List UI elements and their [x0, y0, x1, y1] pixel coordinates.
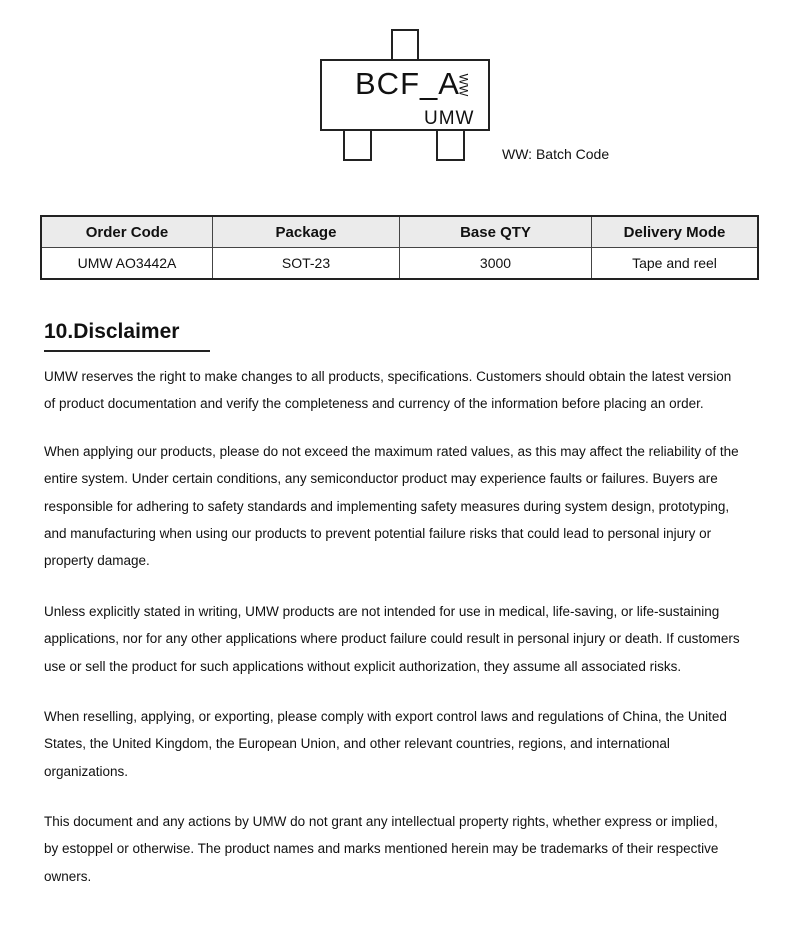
text-line: and manufacturing when using our products to prevent potential failure risks that could lead to personal injury or — [44, 525, 712, 541]
text-line: organizations. — [44, 763, 129, 779]
text-line: Unless explicitly stated in writing, UMW products are not intended for use in medical, life-saving, or life-sustaining — [44, 604, 720, 619]
text-line: When applying our products, please do not exceed the maximum rated values, as this may affect the reliability of the — [44, 444, 739, 459]
title-underline — [44, 350, 210, 352]
paragraph-1 — [44, 363, 731, 418]
paragraph-5 — [44, 808, 718, 890]
table-row — [41, 248, 758, 280]
marking-text: BCF_A — [355, 66, 460, 101]
text-line: owners. — [44, 868, 92, 884]
text-line: use or sell the product for such applications without explicit authorization, they assume all associated risks. — [44, 658, 682, 674]
paragraph-4 — [44, 703, 727, 785]
text-line: This document and any actions by UMW do not grant any intellectual property rights, whether express or implied, — [44, 814, 718, 829]
top-lead — [391, 29, 419, 62]
cell-order-code: UMW AO3442A — [41, 248, 213, 280]
cell-delivery-mode: Tape and reel — [592, 248, 759, 280]
right-lead — [436, 128, 465, 161]
cell-base-qty: 3000 — [400, 248, 592, 280]
text-line: When reselling, applying, or exporting, please comply with export control laws and regulations of China, the United — [44, 709, 727, 724]
table-header-row — [41, 216, 758, 248]
header-package: Package — [213, 216, 400, 248]
text-line: of product documentation and verify the completeness and currency of the information before placing an order. — [44, 396, 704, 412]
text-line: UMW reserves the right to make changes to all products, specifications. Customers should obtain the latest version — [44, 369, 732, 384]
marking-brand: UMW — [424, 108, 475, 129]
text-line: States, the United Kingdom, the European Union, and other relevant countries, regions, and international — [44, 736, 670, 752]
section-title: 10.Disclaimer — [44, 320, 180, 343]
text-line: property damage. — [44, 553, 150, 569]
text-line: by estoppel or otherwise. The product names and marks mentioned herein may be trademarks of their respective — [44, 841, 719, 857]
header-delivery-mode: Delivery Mode — [592, 216, 759, 248]
order-table — [40, 215, 759, 280]
marking-batch-code: WW — [456, 73, 471, 97]
text-line: entire system. Under certain conditions, any semiconductor product may experience faults or failures. Buyers are — [44, 471, 718, 487]
text-line: responsible for adhering to safety standards and implementing safety measures during system design, prototyping, — [44, 498, 730, 514]
header-base-qty: Base QTY — [400, 216, 592, 248]
marking-legend: WW: Batch Code — [502, 146, 610, 162]
header-order-code: Order Code — [41, 216, 213, 248]
text-line: applications, nor for any other applications where product failure could result in personal injury or death. If customers — [44, 631, 740, 647]
paragraph-2 — [44, 438, 739, 574]
left-lead — [343, 128, 372, 161]
paragraph-3 — [44, 598, 740, 680]
cell-package: SOT-23 — [213, 248, 400, 280]
